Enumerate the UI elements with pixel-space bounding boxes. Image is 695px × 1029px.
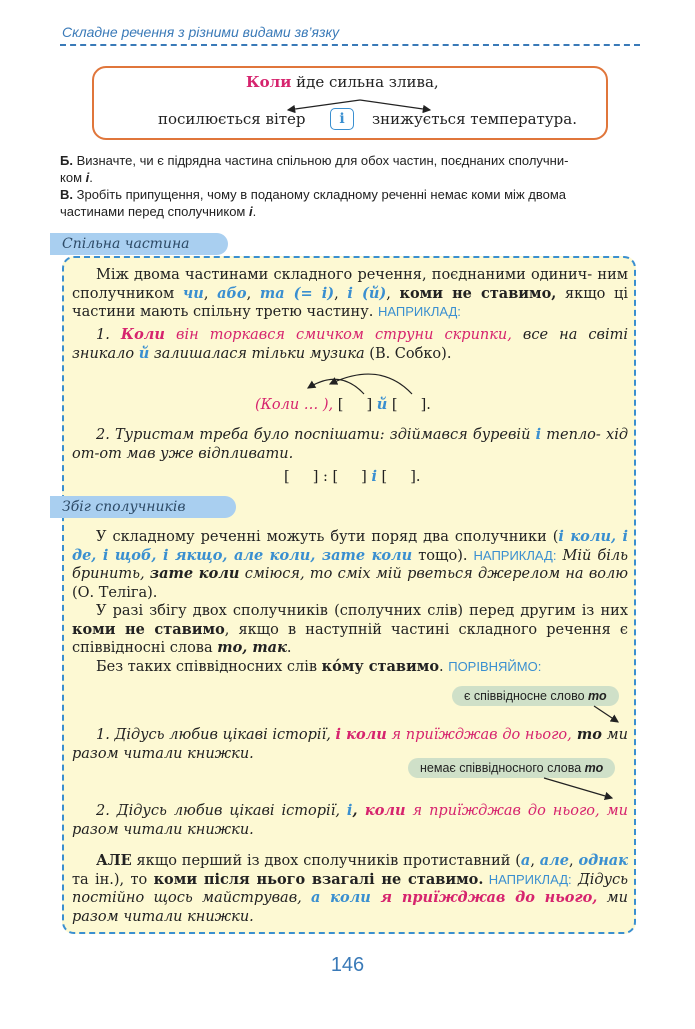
conj-koly: коли xyxy=(364,802,406,819)
s2-p1d: біль бринить, xyxy=(72,547,628,583)
s2-p3a: Без таких співвідносних слів xyxy=(96,659,322,675)
note1-text: є співвідносне слово xyxy=(464,689,588,703)
scheme1-sub: (Коли … ), xyxy=(255,397,334,413)
conj-a-koly: а коли xyxy=(311,889,371,907)
section-title-common-part: Спільна частина xyxy=(50,233,228,255)
conj-ta: та (= і) xyxy=(259,284,335,302)
note2-text: немає співвідносного слова xyxy=(420,761,585,775)
section1-rule: Між двома частинами складного речення, поєднаними одинич- ним сполучником чи, або, та (= і), і (й), коми не ставимо, якщо ці частини мають спільну третю частину. НАПРИКЛАД: xyxy=(72,267,629,321)
conj-abo: або xyxy=(217,284,247,302)
scheme-conj-box: і xyxy=(330,108,354,130)
scheme1-conj: й xyxy=(376,396,388,413)
task-b-end: . xyxy=(89,169,93,185)
conj-a: а xyxy=(520,852,531,869)
section2-p3 xyxy=(72,658,628,677)
conj-i-koly: і коли xyxy=(335,726,387,743)
s1-p1a: Між двома частинами складного речення, поєднаними одинич- xyxy=(96,267,593,283)
s2-p3b: . xyxy=(439,659,449,675)
task-b xyxy=(60,153,640,186)
s2-p4b: та ін.), то xyxy=(72,871,154,888)
task-b-text2: ком xyxy=(60,169,86,185)
scheme1 xyxy=(255,396,431,413)
s2-p1c: Мій xyxy=(556,547,592,564)
conj-chy: чи xyxy=(182,284,204,302)
s2-p2a: У разі збігу двох сполучників (сполучних слів) перед другим із xyxy=(96,603,595,619)
conj-list: і коли, і де, і щоб, і якщо, але коли, зате коли xyxy=(72,528,628,564)
example-label: НАПРИКЛАД: xyxy=(483,871,572,887)
conj-y: й xyxy=(138,344,150,362)
ex1-author: (В. Собко). xyxy=(364,345,452,362)
scheme1-main1: [ ] xyxy=(333,397,377,413)
conj-ale: але xyxy=(539,852,569,869)
s2-ex2-comma: , xyxy=(352,802,365,819)
task-v-end: . xyxy=(252,203,257,219)
conj-koly: Коли xyxy=(120,326,165,343)
ex2-b: тепло- xyxy=(541,427,601,443)
section-title-conj-collision: Збіг сполучників xyxy=(50,496,236,518)
task-v xyxy=(60,187,640,220)
s2-p4c: Дідусь постійно щось майстрував, xyxy=(72,871,628,907)
scheme2-conj: і xyxy=(371,468,377,485)
section2-example2 xyxy=(72,802,628,839)
note1-arrow xyxy=(590,704,630,726)
note2-arrow xyxy=(540,776,620,802)
s2-p2to: то, так xyxy=(217,639,287,657)
conj-i: і xyxy=(346,802,353,819)
note1-word: то xyxy=(588,689,607,703)
section2-p1 xyxy=(72,528,628,602)
s2-p4bold: коми після нього взагалі не ставимо. xyxy=(153,870,484,888)
s2-ex2a: 2. Дідусь любив цікаві історії, xyxy=(96,803,347,819)
note2-word: то xyxy=(584,761,604,775)
s2-ex1-to: то xyxy=(571,726,602,743)
page-number: 146 xyxy=(330,954,365,976)
conj-i: і (й) xyxy=(347,284,387,302)
ex2-a: 2. Туристам треба було поспішати: здіймався буревій xyxy=(96,427,536,443)
header-divider xyxy=(60,44,640,46)
note-no-correlative xyxy=(408,758,615,778)
s1-p1d: ці частини мають спільну третю частину. xyxy=(72,285,629,321)
scheme1-arrows xyxy=(300,366,420,400)
scheme-left: посилюється вітер xyxy=(158,110,306,128)
task-v-conj: і xyxy=(248,203,253,219)
ex1-b: все на світі xyxy=(511,327,628,343)
conj-odnak: однак xyxy=(578,852,628,869)
s2-ex2-clause: я приїжджав до нього, ми xyxy=(405,803,628,819)
s2-p2d: є співвідносні слова xyxy=(72,621,629,657)
scheme2-a: [ ] : [ ] xyxy=(284,469,372,485)
section1-example1 xyxy=(72,326,628,363)
s2-ex1-clause: я приїжджав до нього, xyxy=(386,727,572,743)
compare-label: ПОРІВНЯЙМО: xyxy=(448,659,542,674)
task-v-label: В. xyxy=(60,187,73,202)
s2-ex2c: разом читали книжки. xyxy=(72,821,254,838)
task-v-text2: частинами перед сполучником xyxy=(60,203,249,219)
s2-p2c: , якщо в наступній частині складного речення xyxy=(224,621,611,638)
ex1-d: залишалася тільки музика xyxy=(149,345,365,362)
running-header: Складне речення з різними видами зв’язку xyxy=(62,24,340,40)
s2-p4-clause: я приїжджав до нього, xyxy=(370,889,598,907)
s2-p2e: . xyxy=(286,640,292,657)
example-label: НАПРИКЛАД: xyxy=(377,304,461,320)
scheme2-b: [ ]. xyxy=(376,469,421,485)
s2-p2b: них xyxy=(600,603,628,619)
section1-example2 xyxy=(72,426,628,463)
section2-p2 xyxy=(72,602,628,658)
ex2-c: хід от-от мав уже відпливати. xyxy=(72,427,629,462)
scheme-right: знижується температура. xyxy=(372,110,577,128)
task-b-text: Визначте, чи є підрядна частина спільною для обох частин, поєднаних сполучни- xyxy=(72,153,569,168)
s2-p1b: тощо). xyxy=(412,547,474,564)
s2-p4e: ми разом читали книжки. xyxy=(72,890,629,925)
s2-author: (О. Теліга). xyxy=(72,584,158,601)
conj-koly: Коли xyxy=(246,73,292,91)
s2-p2bold: коми не ставимо xyxy=(72,620,225,638)
section2-p4: АЛЕ якщо перший із двох сполучників протиставний (а, але, однак та ін.), то коми після нього взагалі не ставимо. НАПРИКЛАД: Дідусь постійно щось майстрував, а коли я приїжджав до нього, ми разом читали книжки. xyxy=(72,852,629,925)
task-b-conj: і xyxy=(85,169,90,185)
s1-bold: коми не ставимо, xyxy=(399,284,557,302)
s2-ex1a: 1. Дідусь любив цікаві історії, xyxy=(96,727,336,743)
ex1-c: зникало xyxy=(72,345,139,362)
s1-p1c: якщо xyxy=(556,285,606,302)
scheme2 xyxy=(284,468,421,485)
example-label: НАПРИКЛАД: xyxy=(473,547,557,563)
conj-i: і xyxy=(535,426,542,443)
note-has-correlative xyxy=(452,686,619,706)
s2-bold: зате коли xyxy=(149,565,240,583)
scheme-line1-text: йде сильна злива, xyxy=(291,73,439,91)
s2-p4-but: АЛЕ xyxy=(96,852,132,869)
scheme1-main2: [ ]. xyxy=(387,397,431,413)
task-b-label: Б. xyxy=(60,153,73,168)
s2-p3bold: кóму ставимо xyxy=(321,658,439,675)
s1-p1b: ним сполучником xyxy=(72,267,629,302)
task-v-text: Зробіть припущення, чому в поданому складному реченні немає коми між двома xyxy=(73,187,566,202)
s2-ex1c: ми разом читали книжки. xyxy=(72,727,629,762)
s2-p1e: сміюся, то сміх мій рветься джерелом на xyxy=(239,566,584,583)
ex1-clause: він торкався смичком струни скрипки, xyxy=(164,327,512,343)
ex-num: 1. xyxy=(96,327,121,343)
scheme-line1 xyxy=(246,73,439,91)
s2-p1f: волю xyxy=(588,566,629,583)
s2-p4a: якщо перший із двох сполучників протиставний ( xyxy=(131,853,521,869)
s2-p1a: У складному реченні можуть бути поряд два сполучники ( xyxy=(96,529,559,545)
